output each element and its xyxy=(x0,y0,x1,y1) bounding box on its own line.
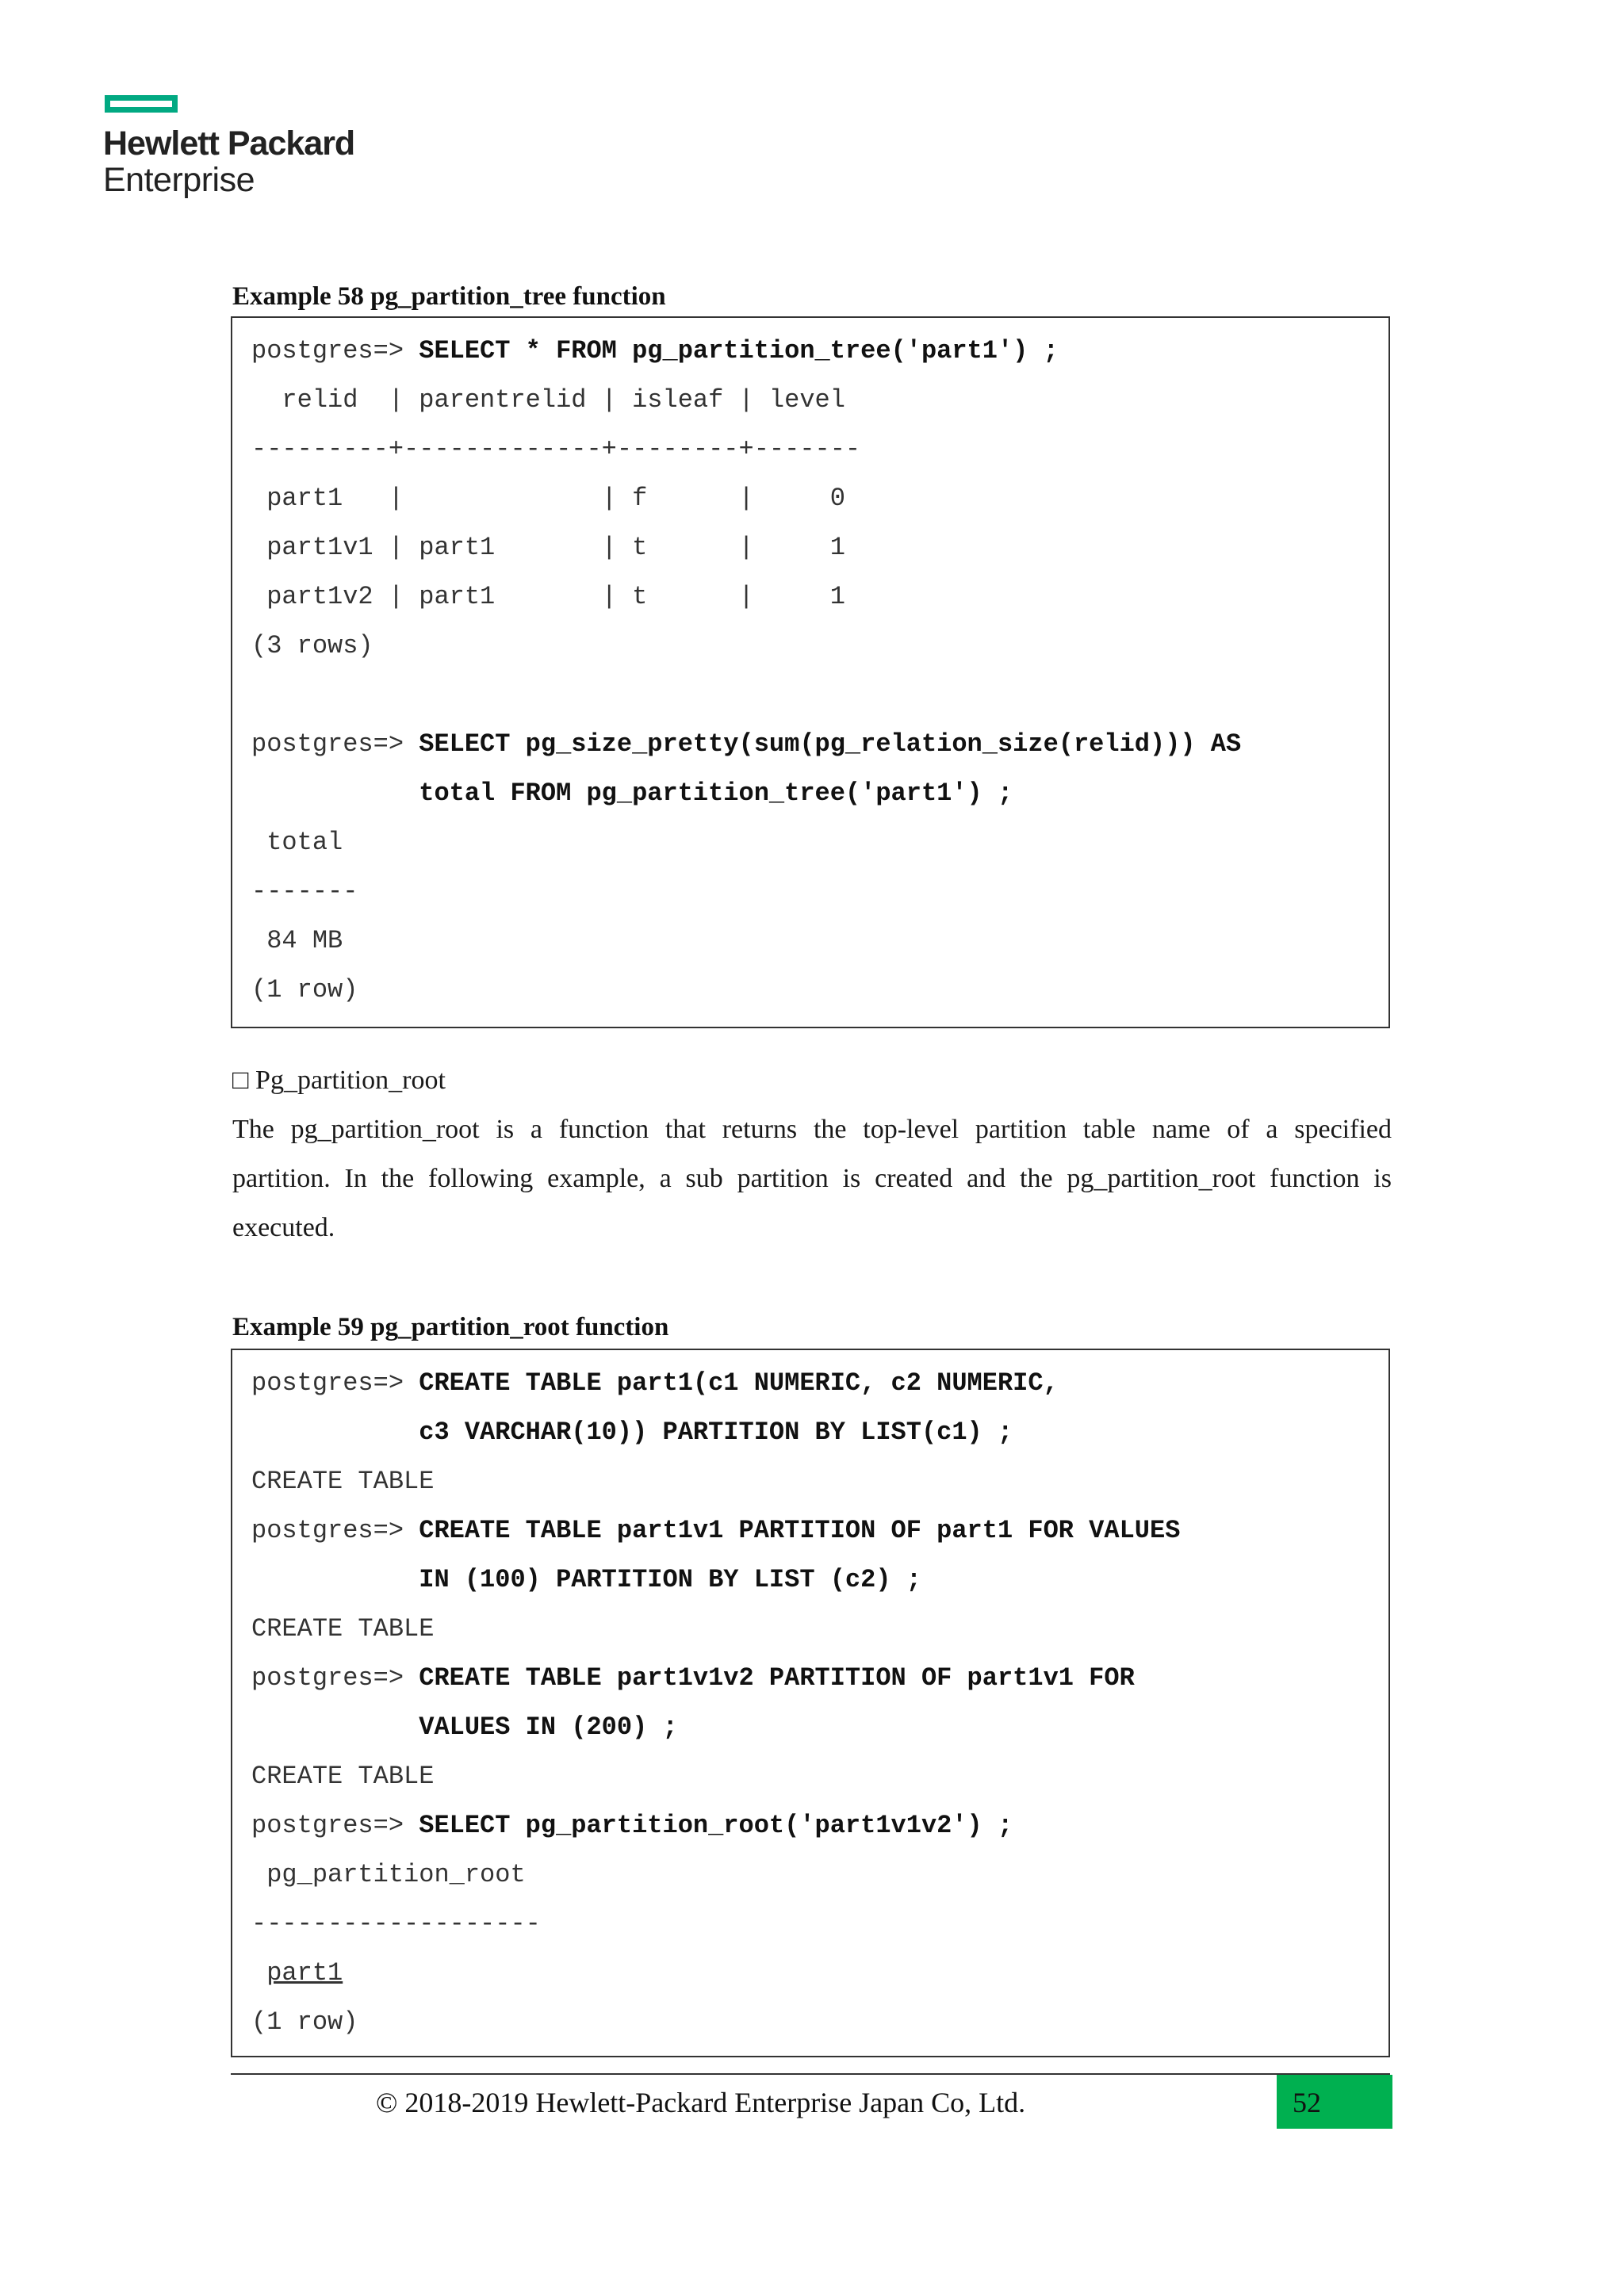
code-prompt: postgres=> xyxy=(251,1516,419,1545)
code-prompt xyxy=(251,779,419,808)
example58-caption: Example 58 pg_partition_tree function xyxy=(232,282,666,311)
code-line xyxy=(251,1862,526,1888)
code-line xyxy=(251,1813,1013,1839)
code-output: CREATE TABLE xyxy=(251,1467,435,1496)
code-line xyxy=(251,1958,343,1988)
code-line xyxy=(251,2007,358,2037)
code-output: CREATE TABLE xyxy=(251,1614,435,1644)
code-output: ---------+-------------+--------+------- xyxy=(251,434,861,464)
code-command: CREATE TABLE part1v1 PARTITION OF part1 FOR VALUES xyxy=(419,1516,1181,1545)
code-line xyxy=(251,1368,1059,1398)
code-line xyxy=(251,336,1059,365)
code-prompt: postgres=> xyxy=(251,336,419,365)
code-line xyxy=(251,385,845,415)
code-output: (1 row) xyxy=(251,975,358,1004)
code-line xyxy=(251,1663,1135,1693)
code-output: total xyxy=(251,828,343,857)
code-command: VALUES IN (200) ; xyxy=(419,1712,678,1742)
code-line xyxy=(251,1764,434,1789)
code-line xyxy=(251,1614,435,1644)
code-line xyxy=(251,486,845,511)
hpe-logo-mark xyxy=(105,95,178,113)
code-prompt: postgres=> xyxy=(251,1663,419,1693)
example59-code-block xyxy=(231,1349,1390,2057)
paragraph-line-1: The pg_partition_root is a function that returns the top-level partition table name of a specified xyxy=(232,1115,1392,1144)
code-line xyxy=(251,434,861,464)
code-command: SELECT pg_size_pretty(sum(pg_relation_size(relid))) AS xyxy=(419,729,1242,759)
page-number: 52 xyxy=(1293,2087,1321,2118)
code-output: ------- xyxy=(251,877,358,906)
paragraph-line-2: partition. In the following example, a sub partition is created and the pg_partition_root function is xyxy=(232,1164,1392,1193)
code-line xyxy=(251,584,845,610)
code-prompt: postgres=> xyxy=(251,729,419,759)
code-line xyxy=(251,1567,921,1593)
logo-text-line1: Hewlett Packard xyxy=(103,124,355,163)
code-command: IN (100) PARTITION BY LIST (c2) ; xyxy=(419,1565,921,1594)
code-output: relid | parentrelid | isleaf | level xyxy=(251,385,845,415)
code-command: SELECT * FROM pg_partition_tree('part1') ; xyxy=(419,336,1059,365)
code-command: total FROM pg_partition_tree('part1') ; xyxy=(419,779,1013,808)
code-prompt: postgres=> xyxy=(251,1811,419,1840)
code-line xyxy=(251,1911,541,1937)
code-line xyxy=(251,975,358,1004)
code-line xyxy=(251,781,1013,806)
code-line xyxy=(251,928,343,954)
code-line xyxy=(251,1469,434,1494)
code-output: CREATE TABLE xyxy=(251,1762,435,1791)
footer-rule xyxy=(231,2073,1390,2075)
code-command: SELECT pg_partition_root('part1v1v2') ; xyxy=(419,1811,1013,1840)
page-number-box xyxy=(1277,2075,1392,2129)
code-output: part1v2 | part1 | t | 1 xyxy=(251,582,845,611)
code-output: pg_partition_root xyxy=(251,1860,526,1889)
code-prompt: postgres=> xyxy=(251,1368,419,1398)
code-output: part1 | | f | 0 xyxy=(251,484,845,513)
paragraph-line-3: executed. xyxy=(232,1213,335,1242)
code-command: c3 VARCHAR(10)) PARTITION BY LIST(c1) ; xyxy=(419,1418,1013,1447)
code-line xyxy=(251,729,1242,759)
section-heading: □ Pg_partition_root xyxy=(232,1066,446,1095)
logo-text-line2: Enterprise xyxy=(103,161,255,199)
code-line xyxy=(251,535,845,561)
example58-code-block xyxy=(231,316,1390,1028)
code-command: CREATE TABLE part1(c1 NUMERIC, c2 NUMERIC, xyxy=(419,1368,1059,1398)
code-output: 84 MB xyxy=(251,926,343,955)
code-prompt xyxy=(251,1418,419,1447)
example59-caption: Example 59 pg_partition_root function xyxy=(232,1313,669,1341)
code-output: (3 rows) xyxy=(251,631,373,660)
code-line xyxy=(251,1712,678,1742)
code-command: CREATE TABLE part1v1v2 PARTITION OF part1v1 FOR xyxy=(419,1663,1135,1693)
code-line xyxy=(251,633,373,659)
code-line xyxy=(251,830,343,855)
code-output: part1v1 | part1 | t | 1 xyxy=(251,533,845,562)
code-line xyxy=(251,1420,1013,1445)
code-prompt xyxy=(251,1565,419,1594)
code-output-value: part1 xyxy=(266,1958,343,1988)
code-output: ------------------- xyxy=(251,1909,541,1938)
code-output xyxy=(251,1958,266,1988)
code-output: (1 row) xyxy=(251,2007,358,2037)
code-line xyxy=(251,879,358,905)
code-prompt xyxy=(251,1712,419,1742)
footer-copyright: © 2018-2019 Hewlett-Packard Enterprise Japan Co, Ltd. xyxy=(376,2087,1026,2118)
code-line xyxy=(251,1518,1180,1544)
